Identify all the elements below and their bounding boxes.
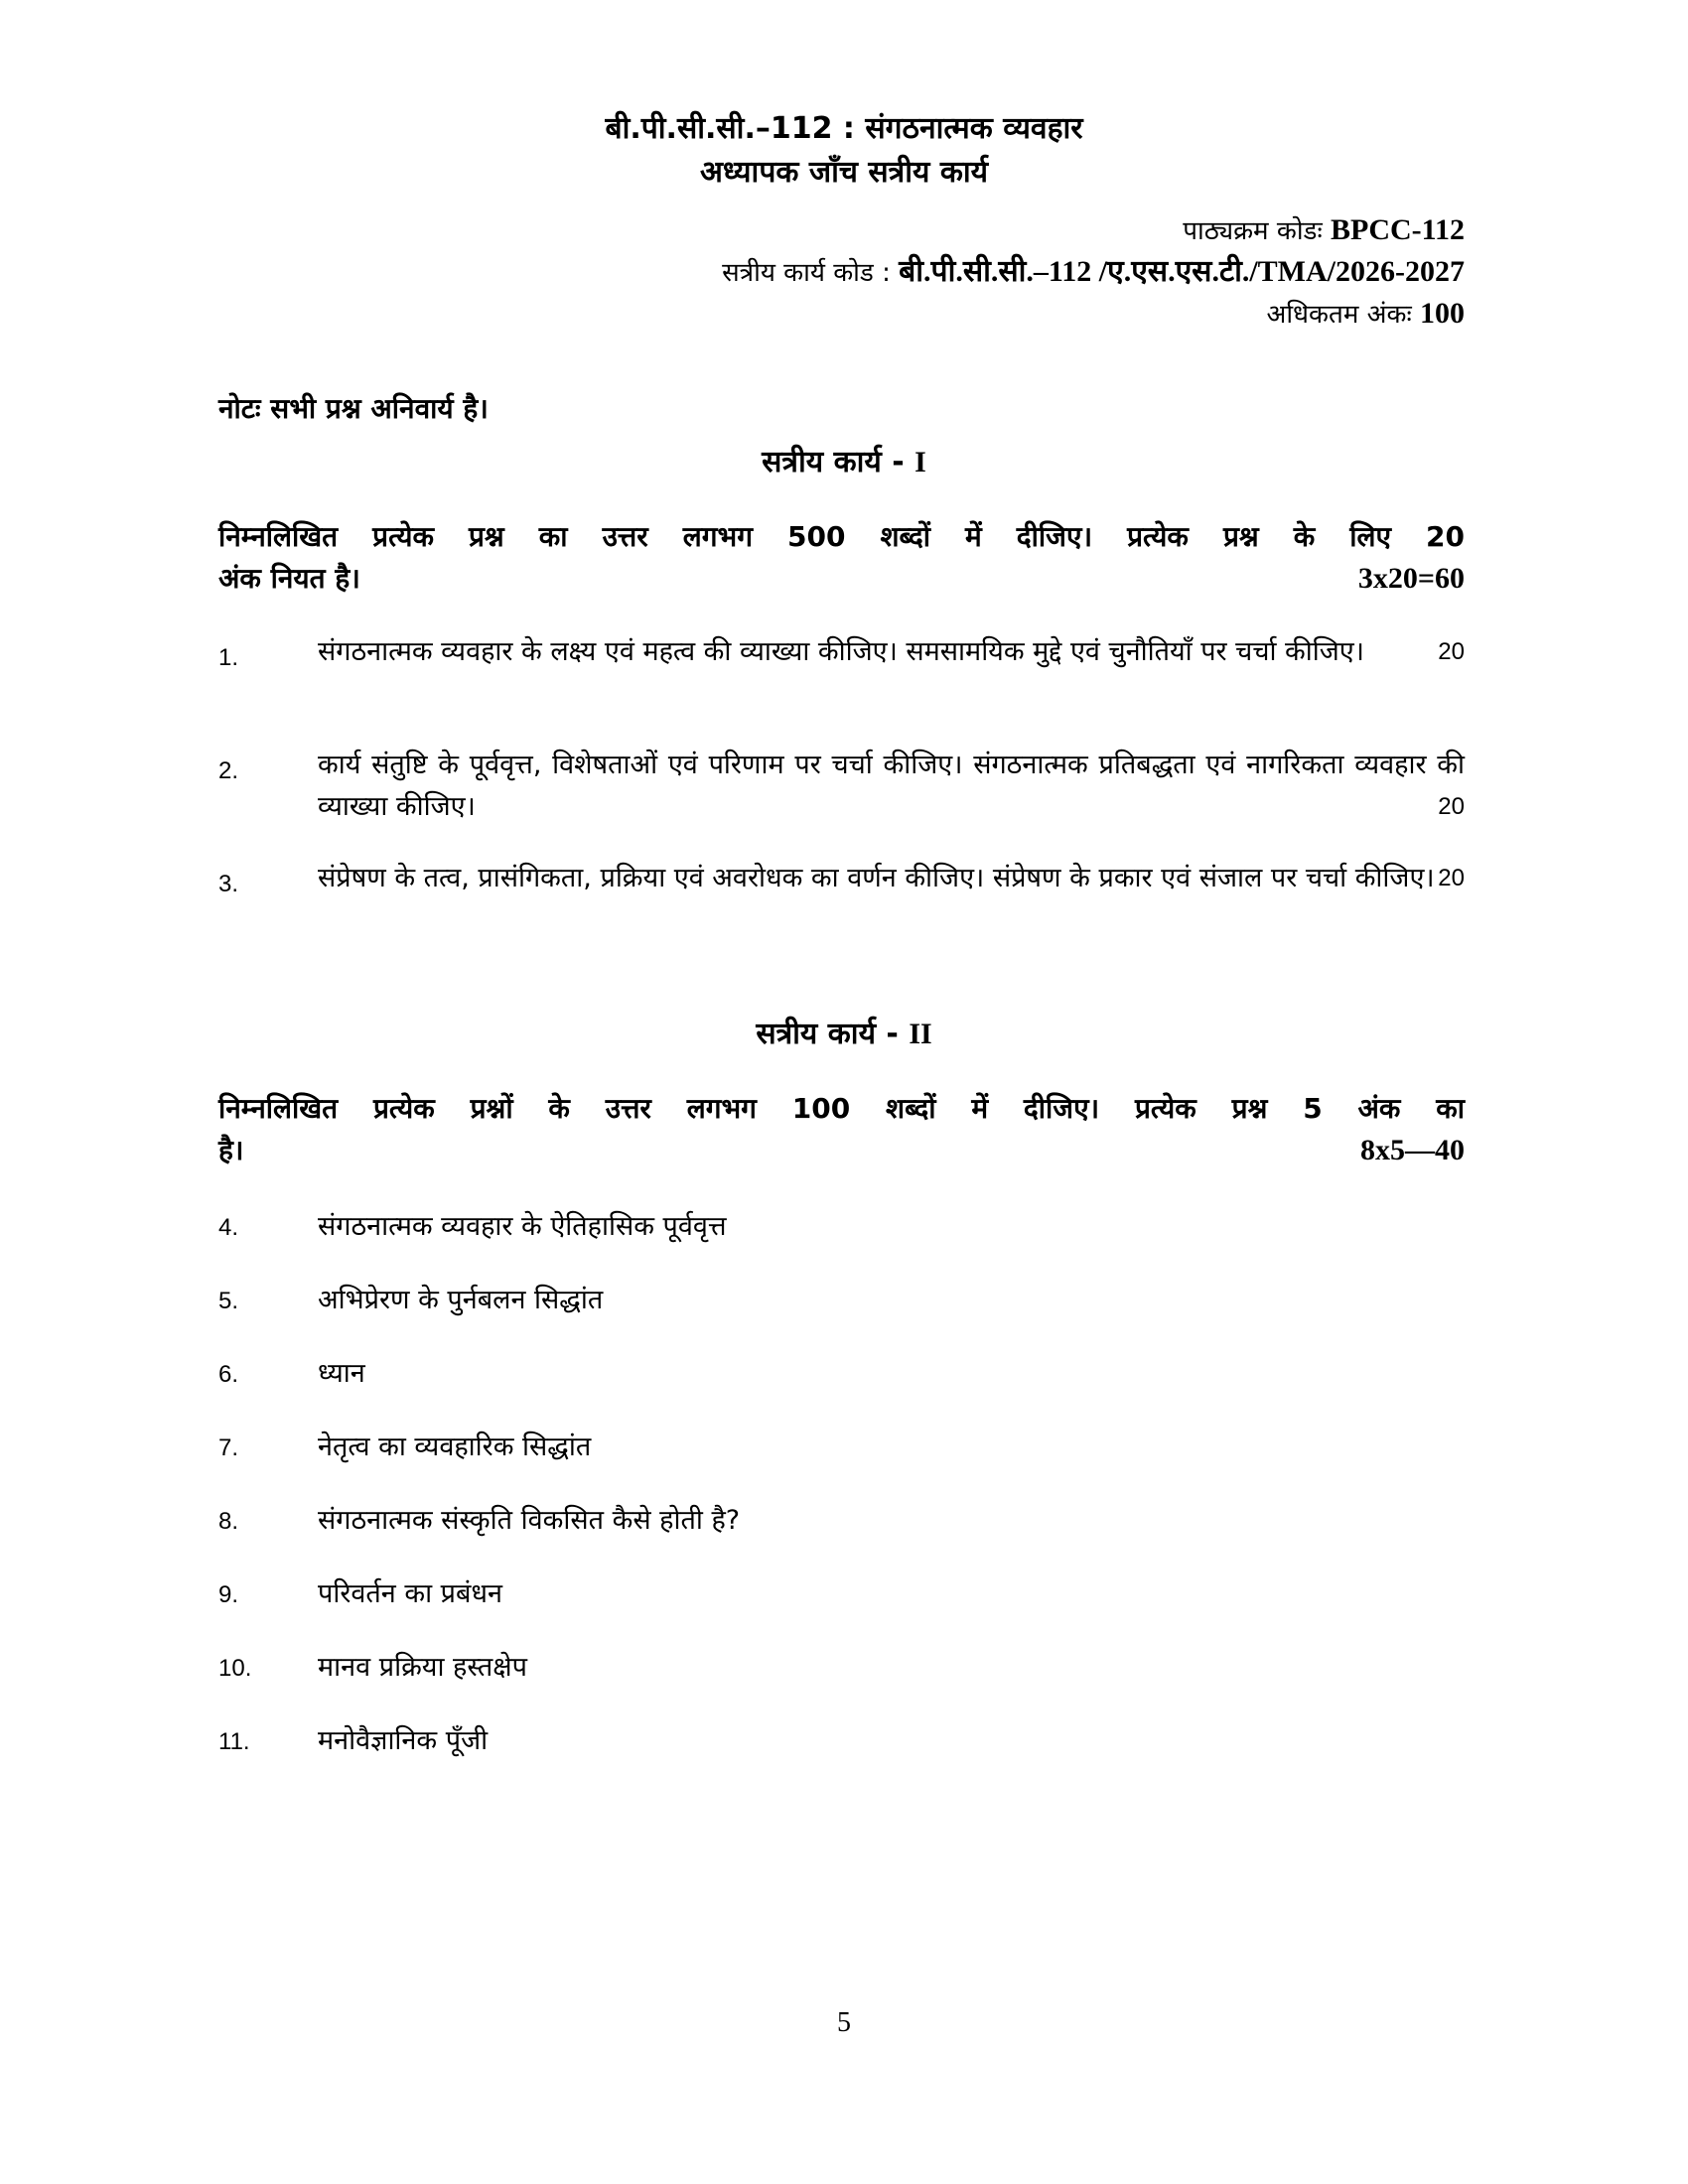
course-code-label: पाठ्यक्रम कोडः (1183, 216, 1323, 246)
section-1-total-marks: 3x20=60 (1357, 562, 1465, 595)
question-number: 2. (218, 757, 239, 784)
section-2-instruction (218, 1088, 1465, 1171)
assignment-code-label: सत्रीय कार्य कोड : (722, 258, 891, 288)
section-1-heading-text: सत्रीय कार्य - (762, 445, 905, 479)
course-code-value: BPCC-112 (1331, 213, 1465, 246)
list-item (218, 1207, 727, 1248)
section-1-heading-roman: I (914, 446, 926, 478)
question-text: मानव प्रक्रिया हस्तक्षेप (318, 1652, 527, 1683)
question-text: नेतृत्व का व्यवहारिक सिद्धांत (318, 1432, 592, 1462)
question-marks: 20 (1438, 638, 1465, 665)
question-number: 7. (218, 1434, 239, 1461)
question-number: 5. (218, 1288, 239, 1314)
section-1-heading (0, 443, 1688, 482)
question-number: 4. (218, 1214, 239, 1241)
document-subtitle: अध्यापक जाँच सत्रीय कार्य (699, 155, 989, 190)
list-item (218, 1721, 488, 1762)
list-item (218, 1501, 740, 1542)
assignment-code-value: बी.पी.सी.सी.–112 /ए.एस.एस.टी./TMA/2026-2027 (899, 255, 1465, 288)
max-marks (1266, 296, 1465, 333)
question-number: 11. (218, 1728, 250, 1755)
list-item (218, 1354, 365, 1395)
question-item (218, 858, 1465, 899)
question-text: परिवर्तन का प्रबंधन (318, 1578, 503, 1609)
list-item (218, 1281, 603, 1321)
list-item (218, 1428, 591, 1468)
question-item (218, 631, 1465, 673)
assignment-code (722, 254, 1465, 291)
question-text: मनोवैज्ञानिक पूँजी (318, 1725, 489, 1756)
question-marks: 20 (1438, 793, 1465, 820)
question-number: 3. (218, 871, 239, 897)
course-code (1183, 212, 1465, 249)
section-2-heading (0, 1015, 1688, 1054)
question-marks: 20 (1438, 865, 1465, 891)
note: नोटः सभी प्रश्न अनिवार्य है। (218, 392, 489, 425)
question-number: 8. (218, 1508, 239, 1535)
section-2-heading-roman: II (909, 1018, 932, 1050)
question-item (218, 745, 1465, 828)
question-text: ध्यान (318, 1358, 365, 1389)
question-number: 1. (218, 644, 239, 671)
section-1-instruction-line1: निम्नलिखित प्रत्येक प्रश्न का उत्तर लगभग 500 शब्दों में दीजिए। प्रत्येक प्रश्न के लिए 20 (218, 520, 1465, 553)
list-item (218, 1574, 502, 1615)
section-2-instruction-line1: निम्नलिखित प्रत्येक प्रश्नों के उत्तर लगभग 100 शब्दों में दीजिए। प्रत्येक प्रश्न 5 अंक का (218, 1092, 1465, 1125)
question-text: संगठनात्मक व्यवहार के लक्ष्य एवं महत्व की व्याख्या कीजिए। समसामयिक मुद्दे एवं चुनौतियाँ पर चर्चा कीजिए। (318, 636, 1364, 667)
document-title: बी.पी.सी.सी.–112 : संगठनात्मक व्यवहार (605, 111, 1083, 146)
section-1-instruction (218, 516, 1465, 600)
section-2-heading-text: सत्रीय कार्य - (756, 1017, 899, 1051)
section-2-total-marks: 8x5—40 (1360, 1134, 1465, 1166)
question-text: कार्य संतुष्टि के पूर्ववृत्त, विशेषताओं एवं परिणाम पर चर्चा कीजिए। संगठनात्मक प्रतिबद्धता एवं नागरिकता व्यवहार की व्याख्या कीजिए। (318, 750, 1465, 822)
question-text: अभिप्रेरण के पुर्नबलन सिद्धांत (318, 1285, 604, 1315)
section-2-instruction-line2: है। (218, 1134, 244, 1166)
question-number: 10. (218, 1655, 252, 1682)
page-number: 5 (837, 2007, 851, 2038)
question-text: संगठनात्मक संस्कृति विकसित कैसे होती है? (318, 1505, 741, 1536)
section-1-instruction-line2: अंक नियत है। (218, 562, 360, 595)
question-text: संप्रेषण के तत्व, प्रासंगिकता, प्रक्रिया एवं अवरोधक का वर्णन कीजिए। संप्रेषण के प्रकार एवं संजाल पर चर्चा कीजिए। (318, 863, 1435, 893)
question-text: संगठनात्मक व्यवहार के ऐतिहासिक पूर्ववृत्त (318, 1211, 727, 1242)
max-marks-label: अधिकतम अंकः (1266, 300, 1412, 330)
question-number: 6. (218, 1361, 239, 1388)
question-number: 9. (218, 1581, 239, 1608)
list-item (218, 1648, 527, 1689)
max-marks-value: 100 (1420, 297, 1465, 330)
